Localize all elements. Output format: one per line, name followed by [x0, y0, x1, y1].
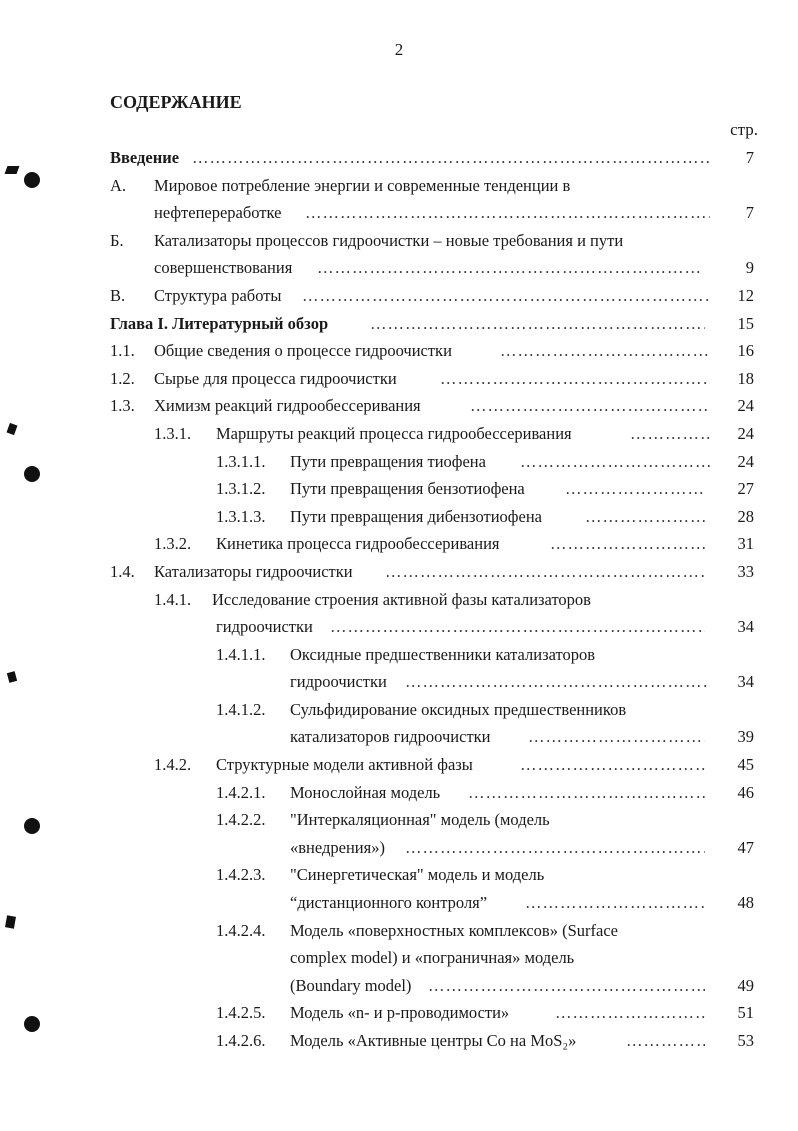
- leader-dots: [428, 972, 705, 1000]
- toc-text: Мировое потребление энергии и современные тенденции в: [154, 175, 571, 195]
- toc-entry: [0, 834, 798, 862]
- toc-text: Химизм реакций гидрообессеривания: [154, 396, 421, 416]
- toc-page: 39: [737, 727, 754, 747]
- leader-dots: [470, 392, 710, 420]
- toc-text: «внедрения»): [290, 837, 385, 857]
- toc-page: 48: [737, 893, 754, 913]
- toc-number: 1.3.: [110, 396, 135, 416]
- leader-dots: [405, 834, 705, 862]
- binder-hole-mark: [24, 466, 40, 482]
- toc-text: Монослойная модель: [290, 782, 441, 802]
- toc-text: Маршруты реакций процесса гидрообессеривания: [216, 423, 572, 443]
- toc-page: 24: [737, 396, 754, 416]
- leader-dots: [405, 668, 710, 696]
- toc-text: Пути превращения тиофена: [290, 451, 486, 471]
- leader-dots: [385, 558, 705, 586]
- toc-number: 1.4.2.2.: [216, 810, 266, 830]
- toc-number: 1.2.: [110, 368, 135, 388]
- toc-entry: [0, 503, 798, 531]
- toc-entry: [0, 420, 798, 448]
- toc-entry: [0, 392, 798, 420]
- toc-page: 31: [737, 534, 754, 554]
- toc-text: гидроочистки: [216, 617, 313, 637]
- toc-number: 1.3.1.1.: [216, 451, 266, 471]
- toc-text: Сырье для процесса гидроочистки: [154, 368, 397, 388]
- leader-dots: [626, 1027, 708, 1055]
- toc-page: 53: [737, 1031, 754, 1050]
- toc-entry: [0, 227, 798, 255]
- toc-text: Модель «поверхностных комплексов» (Surface: [290, 920, 618, 940]
- toc-entry: [0, 944, 798, 972]
- toc-page: 51: [737, 1003, 754, 1023]
- toc-page: 24: [737, 423, 754, 443]
- leader-dots: [528, 723, 705, 751]
- toc-number: 1.3.2.: [154, 534, 192, 554]
- toc-text: "Интеркаляционная" модель (модель: [290, 810, 550, 830]
- toc-entry: [0, 696, 798, 724]
- toc-page: 34: [737, 617, 754, 637]
- toc-title: СОДЕРЖАНИЕ: [110, 92, 242, 112]
- toc-text: Пути превращения дибензотиофена: [290, 506, 542, 526]
- leader-dots: [585, 503, 705, 531]
- toc-number: 1.4.1.: [154, 589, 192, 609]
- toc-number: Б.: [110, 230, 124, 250]
- toc-heading: Введение: [110, 148, 180, 167]
- toc-text: Сульфидирование оксидных предшественников: [290, 699, 627, 719]
- toc-page: 49: [737, 975, 754, 995]
- page-column-label: стр.: [730, 120, 758, 139]
- toc-page: 33: [737, 561, 754, 581]
- toc-text: катализаторов гидроочистки: [290, 727, 491, 747]
- toc-number: 1.4.2.4.: [216, 920, 266, 940]
- toc-text: Катализаторы гидроочистки: [154, 561, 353, 581]
- toc-text: (Boundary model): [290, 975, 412, 995]
- leader-dots: [370, 310, 705, 338]
- page-number: 2: [394, 40, 404, 59]
- binder-hole-mark: [24, 172, 40, 188]
- toc-text: Структура работы: [154, 285, 282, 305]
- toc-number: 1.3.1.3.: [216, 506, 266, 526]
- toc-entry: [0, 999, 798, 1027]
- toc-page: 9: [745, 258, 754, 278]
- toc-entry: [0, 282, 798, 310]
- table-of-contents: [0, 144, 798, 1055]
- toc-number: 1.4.1.1.: [216, 644, 266, 664]
- toc-entry: [0, 972, 798, 1000]
- toc-page: 18: [737, 368, 754, 388]
- toc-page: 24: [737, 451, 754, 471]
- toc-text: Модель «n- и p-проводимости»: [290, 1003, 510, 1023]
- toc-entry: [0, 1027, 798, 1055]
- leader-dots: [330, 613, 705, 641]
- toc-entry: [0, 199, 798, 227]
- binder-hole-mark: [24, 818, 40, 834]
- toc-page: 34: [737, 672, 754, 692]
- toc-page: 7: [745, 203, 754, 223]
- toc-page: 27: [737, 479, 754, 499]
- toc-heading: Глава I. Литературный обзор: [110, 313, 329, 333]
- leader-dots: [525, 889, 705, 917]
- leader-dots: [192, 144, 712, 172]
- toc-text: Структурные модели активной фазы: [216, 755, 473, 775]
- toc-number: 1.1.: [110, 341, 135, 361]
- toc-entry: [0, 613, 798, 641]
- toc-entry: [0, 779, 798, 807]
- toc-number: 1.4.2.: [154, 755, 192, 775]
- toc-text: Кинетика процесса гидрообессеривания: [216, 534, 500, 554]
- leader-dots: [520, 751, 705, 779]
- toc-page: 47: [737, 837, 754, 857]
- toc-entry: [0, 144, 798, 172]
- leader-dots: [555, 999, 705, 1027]
- leader-dots: [630, 420, 710, 448]
- toc-text: Общие сведения о процессе гидроочистки: [154, 341, 452, 361]
- toc-entry: [0, 530, 798, 558]
- toc-page: 46: [737, 782, 754, 802]
- leader-dots: [520, 448, 710, 476]
- toc-text: "Синергетическая" модель и модель: [290, 865, 545, 885]
- toc-page: 7: [745, 148, 754, 167]
- toc-number: 1.3.1.: [154, 423, 192, 443]
- toc-text: гидроочистки: [290, 672, 387, 692]
- leader-dots: [305, 199, 710, 227]
- toc-entry: [0, 448, 798, 476]
- toc-entry: [0, 365, 798, 393]
- toc-entry: [0, 723, 798, 751]
- toc-page: 28: [737, 506, 754, 526]
- toc-text: совершенствования: [154, 258, 293, 278]
- toc-page: 15: [737, 313, 754, 333]
- toc-number: 1.4.2.6.: [216, 1031, 266, 1050]
- leader-dots: [468, 779, 705, 807]
- toc-text: нефтепереработке: [154, 203, 282, 223]
- toc-page: 45: [737, 755, 754, 775]
- binder-hole-mark: [24, 1016, 40, 1032]
- toc-entry: [0, 254, 798, 282]
- leader-dots: [440, 365, 710, 393]
- toc-text: “дистанционного контроля”: [290, 893, 488, 913]
- toc-entry: [0, 751, 798, 779]
- toc-entry: [0, 917, 798, 945]
- toc-text: Пути превращения бензотиофена: [290, 479, 525, 499]
- toc-text: Исследование строения активной фазы катализаторов: [212, 589, 591, 609]
- toc-page: 16: [737, 341, 754, 361]
- toc-number: В.: [110, 285, 126, 305]
- toc-entry: [0, 889, 798, 917]
- toc-entry: [0, 861, 798, 889]
- toc-number: 1.4.2.3.: [216, 865, 266, 885]
- leader-dots: [565, 475, 705, 503]
- toc-entry: [0, 172, 798, 200]
- toc-entry: [0, 310, 798, 338]
- toc-text: Катализаторы процессов гидроочистки – новые требования и пути: [154, 230, 624, 250]
- toc-entry: [0, 668, 798, 696]
- toc-page: 12: [737, 285, 754, 305]
- toc-entry: [0, 586, 798, 614]
- toc-text: complex model) и «пограничная» модель: [290, 948, 575, 968]
- toc-text: Модель «Активные центры Co на MoS₂»: [290, 1031, 577, 1050]
- toc-number: А.: [110, 175, 127, 195]
- leader-dots: [317, 254, 702, 282]
- toc-number: 1.4.: [110, 561, 135, 581]
- toc-entry: [0, 337, 798, 365]
- toc-text: Оксидные предшественники катализаторов: [290, 644, 596, 664]
- toc-number: 1.3.1.2.: [216, 479, 266, 499]
- toc-number: 1.4.1.2.: [216, 699, 266, 719]
- leader-dots: [500, 337, 710, 365]
- toc-entry: [0, 558, 798, 586]
- toc-number: 1.4.2.1.: [216, 782, 266, 802]
- leader-dots: [302, 282, 710, 310]
- leader-dots: [550, 530, 705, 558]
- toc-entry: [0, 641, 798, 669]
- toc-entry: [0, 806, 798, 834]
- toc-entry: [0, 475, 798, 503]
- toc-number: 1.4.2.5.: [216, 1003, 266, 1023]
